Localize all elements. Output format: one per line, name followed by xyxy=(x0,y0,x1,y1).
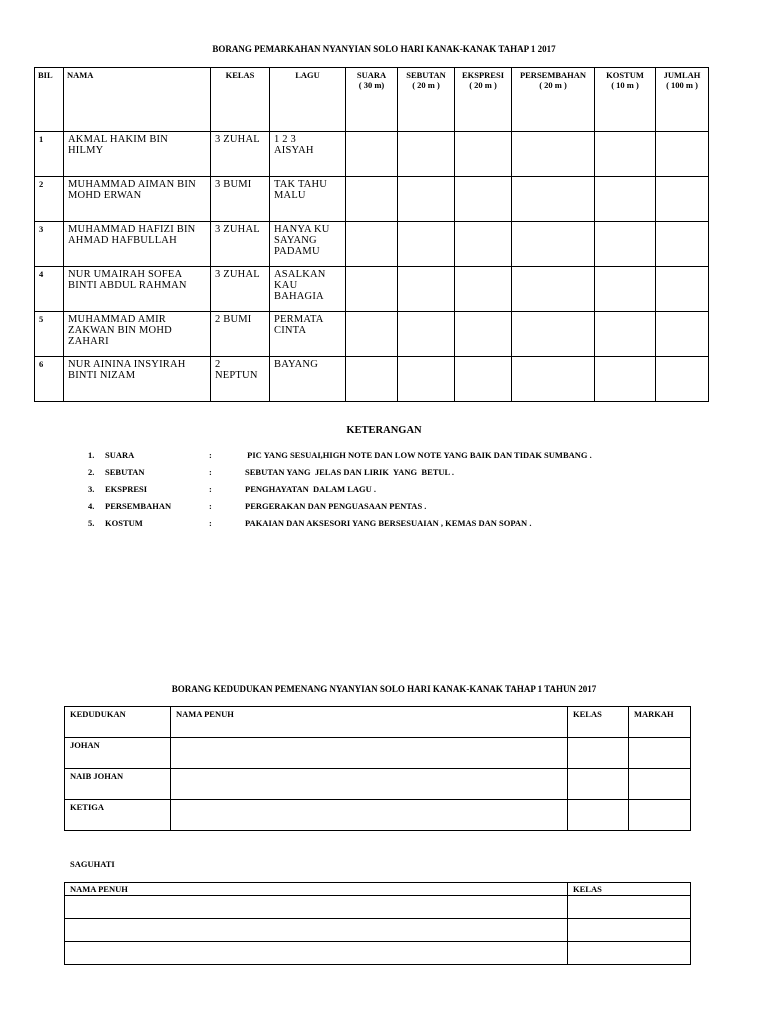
score-body xyxy=(35,132,709,402)
keterangan-item xyxy=(0,467,768,481)
score-sebutan-cell[interactable] xyxy=(398,357,455,402)
score-suara-cell[interactable] xyxy=(346,312,398,357)
ranking-markah-cell[interactable] xyxy=(629,769,691,800)
saguhati-header-nama: NAMA PENUH xyxy=(65,883,568,896)
score-row xyxy=(35,132,709,177)
keterangan-num: 5. xyxy=(88,518,95,528)
saguhati-kelas-cell[interactable] xyxy=(568,942,691,965)
header-jumlah-label: JUMLAH xyxy=(663,70,701,80)
header-kostum xyxy=(595,68,656,132)
header-persembahan-points: ( 20 m ) xyxy=(539,80,567,90)
keterangan-colon: : xyxy=(209,450,212,460)
ranking-nama-cell[interactable] xyxy=(171,800,568,831)
score-row xyxy=(35,222,709,267)
score-bil-cell: 4 xyxy=(35,267,64,312)
score-jumlah-cell[interactable] xyxy=(656,357,709,402)
header-sebutan xyxy=(398,68,455,132)
score-nama-cell: NUR UMAIRAH SOFEA BINTI ABDUL RAHMAN xyxy=(64,267,211,312)
score-bil-cell: 6 xyxy=(35,357,64,402)
score-ekspresi-cell[interactable] xyxy=(455,177,512,222)
ranking-form-title: BORANG KEDUDUKAN PEMENANG NYANYIAN SOLO HARI KANAK-KANAK TAHAP 1 TAHUN 2017 xyxy=(171,684,597,694)
keterangan-colon: : xyxy=(209,467,212,477)
keterangan-item xyxy=(0,501,768,515)
ranking-header-kedudukan: KEDUDUKAN xyxy=(65,707,171,738)
keterangan-colon: : xyxy=(209,518,212,528)
score-suara-cell[interactable] xyxy=(346,267,398,312)
score-kostum-cell[interactable] xyxy=(595,222,656,267)
score-jumlah-cell[interactable] xyxy=(656,222,709,267)
ranking-kelas-cell[interactable] xyxy=(568,769,629,800)
keterangan-item xyxy=(0,518,768,532)
ranking-table xyxy=(64,706,691,831)
header-ekspresi-label: EKSPRESI xyxy=(461,70,505,80)
keterangan-colon: : xyxy=(209,484,212,494)
score-kelas-cell: 2 NEPTUN xyxy=(211,357,270,402)
score-kostum-cell[interactable] xyxy=(595,267,656,312)
score-suara-cell[interactable] xyxy=(346,357,398,402)
saguhati-row xyxy=(65,896,691,919)
score-nama-cell: MUHAMMAD AIMAN BIN MOHD ERWAN xyxy=(64,177,211,222)
score-sebutan-cell[interactable] xyxy=(398,132,455,177)
ranking-row xyxy=(65,738,691,769)
saguhati-label: SAGUHATI xyxy=(70,859,115,869)
ranking-position-label: NAIB JOHAN xyxy=(65,769,171,800)
score-row xyxy=(35,312,709,357)
keterangan-num: 2. xyxy=(88,467,95,477)
score-ekspresi-cell[interactable] xyxy=(455,267,512,312)
score-nama-cell: MUHAMMAD AMIR ZAKWAN BIN MOHD ZAHARI xyxy=(64,312,211,357)
score-ekspresi-cell[interactable] xyxy=(455,132,512,177)
header-lagu: LAGU xyxy=(270,68,346,132)
keterangan-desc: PERGERAKAN DAN PENGUASAAN PENTAS . xyxy=(245,501,427,511)
saguhati-kelas-cell[interactable] xyxy=(568,896,691,919)
ranking-header-nama: NAMA PENUH xyxy=(171,707,568,738)
score-lagu-cell: PERMATA CINTA xyxy=(270,312,346,357)
ranking-header-kelas: KELAS xyxy=(568,707,629,738)
score-lagu-cell: ASALKAN KAU BAHAGIA xyxy=(270,267,346,312)
ranking-markah-cell[interactable] xyxy=(629,800,691,831)
score-form-title: BORANG PEMARKAHAN NYANYIAN SOLO HARI KANAK-KANAK TAHAP 1 2017 xyxy=(212,44,556,54)
keterangan-name: SUARA xyxy=(105,450,135,460)
header-kostum-label: KOSTUM xyxy=(606,70,644,80)
ranking-body xyxy=(65,738,691,831)
saguhati-header-kelas: KELAS xyxy=(568,883,691,896)
score-sebutan-cell[interactable] xyxy=(398,312,455,357)
keterangan-name: PERSEMBAHAN xyxy=(105,501,172,511)
score-kelas-cell: 3 ZUHAL xyxy=(211,267,270,312)
ranking-kelas-cell[interactable] xyxy=(568,800,629,831)
score-lagu-cell: HANYA KU SAYANG PADAMU xyxy=(270,222,346,267)
keterangan-num: 4. xyxy=(88,501,95,511)
header-ekspresi-points: ( 20 m ) xyxy=(469,80,497,90)
saguhati-nama-cell[interactable] xyxy=(65,942,568,965)
score-suara-cell[interactable] xyxy=(346,177,398,222)
score-kostum-cell[interactable] xyxy=(595,177,656,222)
score-lagu-cell: TAK TAHU MALU xyxy=(270,177,346,222)
ranking-position-label: KETIGA xyxy=(65,800,171,831)
score-row xyxy=(35,357,709,402)
score-suara-cell[interactable] xyxy=(346,132,398,177)
header-bil: BIL xyxy=(35,68,64,132)
header-persembahan xyxy=(512,68,595,132)
keterangan-desc: PIC YANG SESUAI,HIGH NOTE DAN LOW NOTE YANG BAIK DAN TIDAK SUMBANG . xyxy=(245,450,592,460)
header-sebutan-points: ( 20 m ) xyxy=(412,80,440,90)
header-ekspresi xyxy=(455,68,512,132)
score-persembahan-cell[interactable] xyxy=(512,132,595,177)
keterangan-colon: : xyxy=(209,501,212,511)
saguhati-row xyxy=(65,942,691,965)
score-kelas-cell: 3 ZUHAL xyxy=(211,222,270,267)
score-jumlah-cell[interactable] xyxy=(656,177,709,222)
score-sebutan-cell[interactable] xyxy=(398,177,455,222)
saguhati-header-row xyxy=(65,883,691,896)
ranking-row xyxy=(65,800,691,831)
score-lagu-cell: 1 2 3 AISYAH xyxy=(270,132,346,177)
keterangan-name: KOSTUM xyxy=(105,518,143,528)
score-kelas-cell: 2 BUMI xyxy=(211,312,270,357)
keterangan-num: 3. xyxy=(88,484,95,494)
keterangan-num: 1. xyxy=(88,450,95,460)
score-ekspresi-cell[interactable] xyxy=(455,312,512,357)
score-ekspresi-cell[interactable] xyxy=(455,357,512,402)
header-persembahan-label: PERSEMBAHAN xyxy=(519,70,587,80)
keterangan-desc: PAKAIAN DAN AKSESORI YANG BERSESUAIAN , KEMAS DAN SOPAN . xyxy=(245,518,532,528)
score-persembahan-cell[interactable] xyxy=(512,267,595,312)
score-suara-cell[interactable] xyxy=(346,222,398,267)
score-row xyxy=(35,177,709,222)
score-kelas-cell: 3 ZUHAL xyxy=(211,132,270,177)
score-bil-cell: 3 xyxy=(35,222,64,267)
ranking-nama-cell[interactable] xyxy=(171,738,568,769)
score-header-row xyxy=(35,68,709,132)
score-jumlah-cell[interactable] xyxy=(656,312,709,357)
score-nama-cell: NUR AININA INSYIRAH BINTI NIZAM xyxy=(64,357,211,402)
score-bil-cell: 1 xyxy=(35,132,64,177)
score-kostum-cell[interactable] xyxy=(595,312,656,357)
score-lagu-cell: BAYANG xyxy=(270,357,346,402)
score-bil-cell: 5 xyxy=(35,312,64,357)
saguhati-nama-cell[interactable] xyxy=(65,896,568,919)
header-nama: NAMA xyxy=(64,68,211,132)
score-table xyxy=(34,67,709,402)
header-suara xyxy=(346,68,398,132)
score-nama-cell: MUHAMMAD HAFIZI BIN AHMAD HAFBULLAH xyxy=(64,222,211,267)
header-jumlah-points: ( 100 m ) xyxy=(666,80,698,90)
saguhati-nama-cell[interactable] xyxy=(65,919,568,942)
saguhati-row xyxy=(65,919,691,942)
header-suara-points: ( 30 m) xyxy=(358,80,385,90)
score-jumlah-cell[interactable] xyxy=(656,267,709,312)
header-kelas: KELAS xyxy=(211,68,270,132)
keterangan-title: KETERANGAN xyxy=(346,425,422,436)
score-kelas-cell: 3 BUMI xyxy=(211,177,270,222)
keterangan-item xyxy=(0,450,768,464)
score-ekspresi-cell[interactable] xyxy=(455,222,512,267)
score-persembahan-cell[interactable] xyxy=(512,312,595,357)
score-persembahan-cell[interactable] xyxy=(512,357,595,402)
header-jumlah xyxy=(656,68,709,132)
keterangan-desc: PENGHAYATAN DALAM LAGU . xyxy=(245,484,377,494)
score-kostum-cell[interactable] xyxy=(595,357,656,402)
score-persembahan-cell[interactable] xyxy=(512,177,595,222)
keterangan-desc: SEBUTAN YANG JELAS DAN LIRIK YANG BETUL . xyxy=(245,467,455,477)
score-sebutan-cell[interactable] xyxy=(398,222,455,267)
ranking-markah-cell[interactable] xyxy=(629,738,691,769)
score-bil-cell: 2 xyxy=(35,177,64,222)
keterangan-name: SEBUTAN xyxy=(105,467,145,477)
ranking-header-markah: MARKAH xyxy=(629,707,691,738)
keterangan-item xyxy=(0,484,768,498)
score-sebutan-cell[interactable] xyxy=(398,267,455,312)
score-nama-cell: AKMAL HAKIM BIN HILMY xyxy=(64,132,211,177)
score-row xyxy=(35,267,709,312)
header-kostum-points: ( 10 m ) xyxy=(611,80,639,90)
ranking-row xyxy=(65,769,691,800)
header-sebutan-label: SEBUTAN xyxy=(406,70,446,80)
saguhati-kelas-cell[interactable] xyxy=(568,919,691,942)
ranking-header-row xyxy=(65,707,691,738)
saguhati-table xyxy=(64,882,691,965)
score-jumlah-cell[interactable] xyxy=(656,132,709,177)
keterangan-name: EKSPRESI xyxy=(105,484,148,494)
score-persembahan-cell[interactable] xyxy=(512,222,595,267)
ranking-kelas-cell[interactable] xyxy=(568,738,629,769)
ranking-position-label: JOHAN xyxy=(65,738,171,769)
score-kostum-cell[interactable] xyxy=(595,132,656,177)
header-suara-label: SUARA xyxy=(356,70,387,80)
ranking-nama-cell[interactable] xyxy=(171,769,568,800)
